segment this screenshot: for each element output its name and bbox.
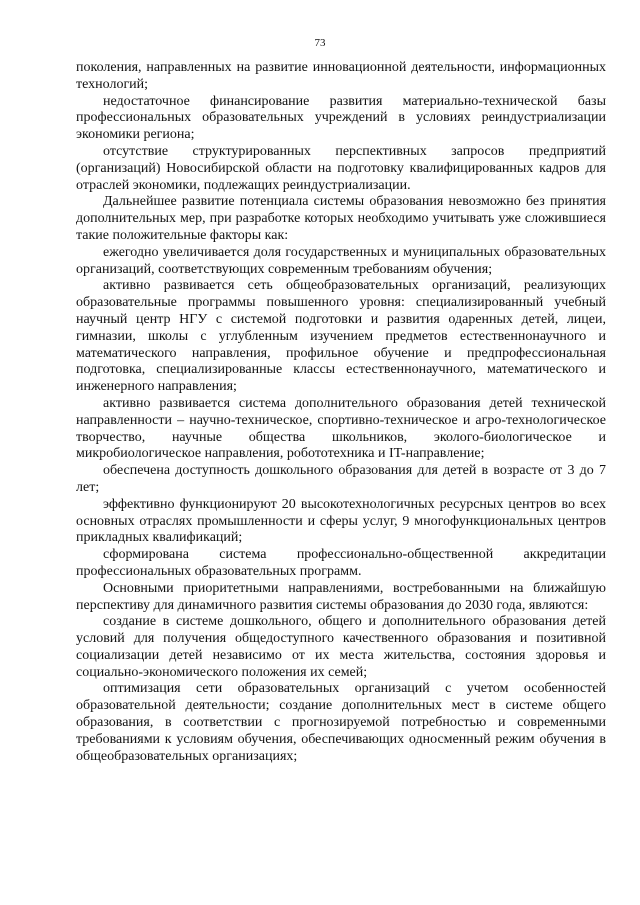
page-body [76,60,606,765]
paragraph: оптимизация сети образовательных организаций с учетом особенностей образовательной деятельности; создание дополнительных мест в системе общего образования, в соответствии с прогнозируемой потребностью и современными требованиями к условиям обучения, обеспечивающих односменный режим обучения в общеобразовательных организациях; [76,681,606,764]
paragraph: отсутствие структурированных перспективных запросов предприятий (организаций) Новосибирской области на подготовку квалифицированных кадров для отраслей экономики, подлежащих реиндустриализации. [76,143,606,193]
paragraph: создание в системе дошкольного, общего и дополнительного образования детей условий для получения общедоступного качественного образования и позитивной социализации детей независимо от их места жительства, состояния здоровья и социально-экономического положения их семей; [76,614,606,680]
paragraph: сформирована система профессионально-общественной аккредитации профессиональных образовательных программ. [76,547,606,579]
paragraph: Дальнейшее развитие потенциала системы образования невозможно без принятия дополнительных мер, при разработке которых необходимо учитывать уже сложившиеся такие положительные факторы как: [76,194,606,243]
paragraph: ежегодно увеличивается доля государственных и муниципальных образовательных организаций, соответствующих современным требованиям обучения; [76,244,606,277]
paragraph: Основными приоритетными направлениями, востребованными на ближайшую перспективу для динамичного развития системы образования до 2030 года, являются: [76,580,606,613]
paragraph: активно развивается сеть общеобразовательных организаций, реализующих образовательные программы повышенного уровня: специализированный учебный научный центр НГУ с системой подготовки и развития одаренных детей, лицеи, гимназии, школы с углубленным изучением предметов естественнонаучного и математического направления, профильное обучение и предпрофессиональная подготовка, специализированные классы естественнонаучного, математического и инженерного направления; [76,278,606,395]
page-number: 73 [314,37,326,49]
paragraph: недостаточное финансирование развития материально-технической базы профессиональных образовательных учреждений в условиях реиндустриализации экономики региона; [76,93,606,143]
paragraph: активно развивается система дополнительного образования детей технической направленности – научно-техническое, спортивно-техническое и агро-технологическое творчество, научные общества школьников, эколого-биологическое и микробиологическое направления, робототехника и IT-направление; [76,395,606,462]
paragraph: эффективно функционируют 20 высокотехнологичных ресурсных центров во всех основных отраслях промышленности и сферы услуг, 9 многофункциональных центров прикладных квалификаций; [76,496,606,546]
paragraph: обеспечена доступность дошкольного образования для детей в возрасте от 3 до 7 лет; [76,463,606,495]
paragraph: поколения, направленных на развитие инновационной деятельности, информационных технологий; [76,60,606,92]
